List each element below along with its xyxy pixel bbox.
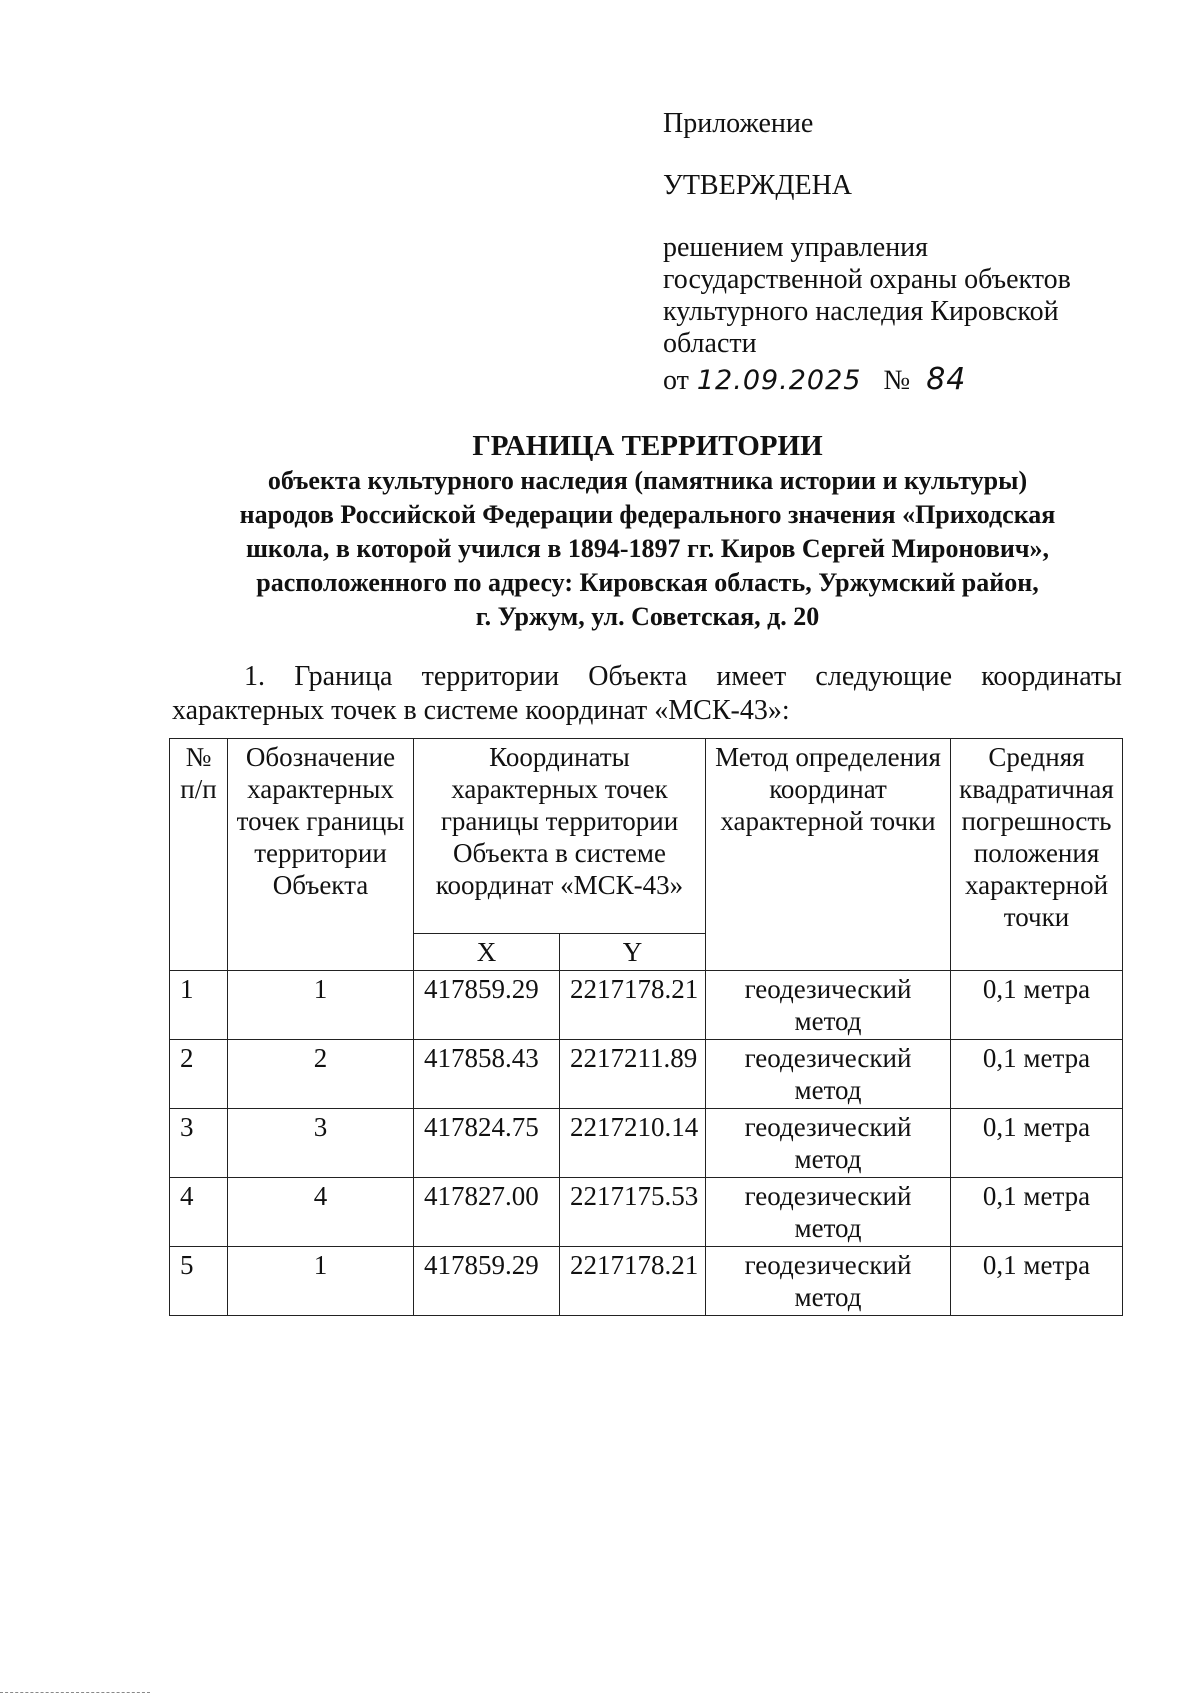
cell-point: 2 xyxy=(228,1040,414,1109)
date-number-line xyxy=(663,364,1123,397)
header-x: X xyxy=(414,934,560,971)
decision-line: государственной охраны объектов xyxy=(663,264,1071,295)
cell-point: 1 xyxy=(228,1247,414,1316)
cell-method: геодезический метод xyxy=(706,1247,951,1316)
cell-y: 2217210.14 xyxy=(560,1109,706,1178)
cell-error: 0,1 метра xyxy=(951,1247,1123,1316)
handwritten-number: 84 xyxy=(926,362,967,397)
page-edge-mark xyxy=(0,1692,150,1696)
cell-x: 417827.00 xyxy=(414,1178,560,1247)
table-row xyxy=(170,971,1123,1040)
heading-subtitle-line: г. Уржум, ул. Советская, д. 20 xyxy=(475,602,820,631)
cell-y: 2217175.53 xyxy=(560,1178,706,1247)
table-row xyxy=(170,1247,1123,1316)
header-coordinates: Координаты характерных точек границы территории Объекта в системе координат «МСК-43» xyxy=(414,739,706,934)
header-designation: Обозначение характерных точек границы территории Объекта xyxy=(228,739,414,971)
cell-error: 0,1 метра xyxy=(951,971,1123,1040)
cell-num: 1 xyxy=(170,971,228,1040)
header-error: Средняя квадратичная погрешность положения характерной точки xyxy=(951,739,1123,971)
cell-point: 4 xyxy=(228,1178,414,1247)
cell-y: 2217211.89 xyxy=(560,1040,706,1109)
header-method: Метод определения координат характерной точки xyxy=(706,739,951,971)
cell-num: 2 xyxy=(170,1040,228,1109)
cell-error: 0,1 метра xyxy=(951,1040,1123,1109)
cell-x: 417859.29 xyxy=(414,971,560,1040)
cell-method: геодезический метод xyxy=(706,1040,951,1109)
header-y: Y xyxy=(560,934,706,971)
decision-line: решением управления xyxy=(663,232,929,263)
number-sign: № xyxy=(883,365,911,396)
approved-label: УТВЕРЖДЕНА xyxy=(663,170,853,201)
cell-method: геодезический метод xyxy=(706,971,951,1040)
cell-num: 5 xyxy=(170,1247,228,1316)
cell-method: геодезический метод xyxy=(706,1109,951,1178)
table-row xyxy=(170,1040,1123,1109)
table-row xyxy=(170,1109,1123,1178)
cell-x: 417859.29 xyxy=(414,1247,560,1316)
heading-subtitle-line: расположенного по адресу: Кировская область, Уржумский район, xyxy=(256,568,1039,597)
cell-y: 2217178.21 xyxy=(560,1247,706,1316)
cell-num: 4 xyxy=(170,1178,228,1247)
date-prefix: от xyxy=(663,365,689,396)
cell-error: 0,1 метра xyxy=(951,1109,1123,1178)
coordinates-table xyxy=(169,738,1123,1316)
table-row xyxy=(170,1178,1123,1247)
heading-title: ГРАНИЦА ТЕРРИТОРИИ xyxy=(472,430,823,462)
header-num: № п/п xyxy=(170,739,228,971)
document-heading xyxy=(165,428,1130,634)
decision-line: культурного наследия Кировской xyxy=(663,296,1059,327)
cell-x: 417858.43 xyxy=(414,1040,560,1109)
heading-subtitle-line: объекта культурного наследия (памятника истории и культуры) xyxy=(267,466,1028,495)
heading-subtitle-line: народов Российской Федерации федерального значения «Приходская xyxy=(239,500,1056,529)
cell-num: 3 xyxy=(170,1109,228,1178)
cell-point: 3 xyxy=(228,1109,414,1178)
heading-subtitle-line: школа, в которой учился в 1894-1897 гг. Киров Сергей Миронович», xyxy=(245,534,1050,563)
cell-method: геодезический метод xyxy=(706,1178,951,1247)
appendix-label: Приложение xyxy=(663,108,814,139)
boundary-paragraph: 1. Граница территории Объекта имеет следующие координаты характерных точек в системе координат «МСК-43»: xyxy=(172,661,1122,726)
approval-block xyxy=(663,108,1123,397)
decision-text xyxy=(663,232,1123,360)
cell-error: 0,1 метра xyxy=(951,1178,1123,1247)
handwritten-date: 12.09.2025 xyxy=(696,365,862,396)
cell-point: 1 xyxy=(228,971,414,1040)
cell-y: 2217178.21 xyxy=(560,971,706,1040)
cell-x: 417824.75 xyxy=(414,1109,560,1178)
decision-line: области xyxy=(663,328,757,359)
